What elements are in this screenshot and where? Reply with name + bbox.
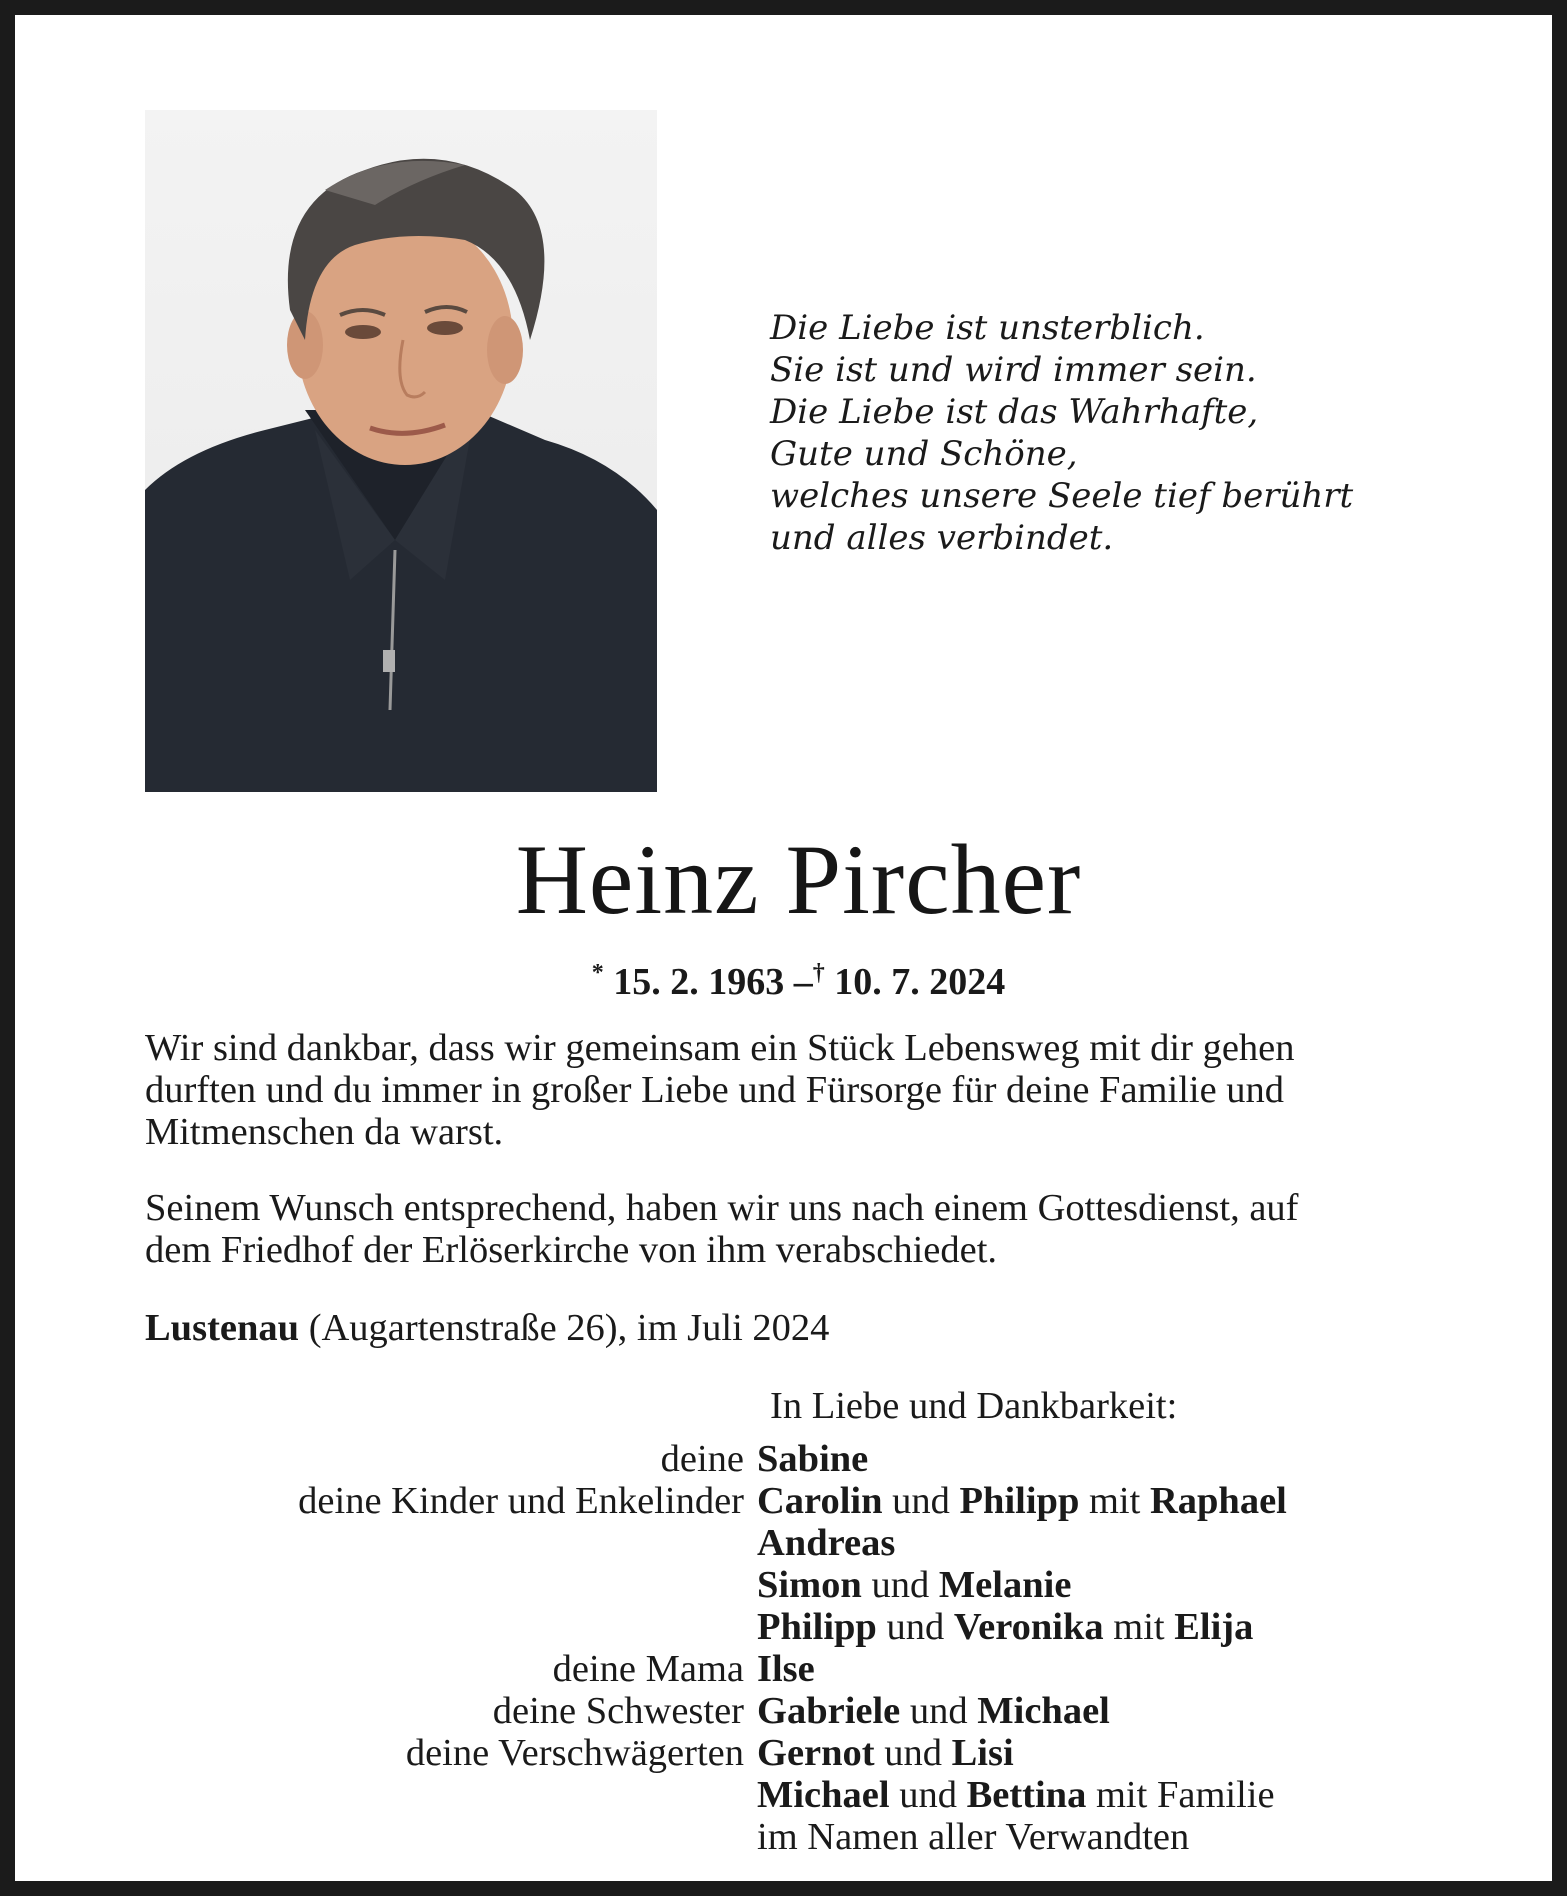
mourner-row (145, 1480, 1465, 1522)
mourner-relation (145, 1564, 757, 1606)
paragraph-line: durften und du immer in großer Liebe und Fürsorge für deine Familie und (145, 1069, 1285, 1111)
birth-date: 15. 2. 1963 (613, 961, 785, 1003)
mourner-relation: deine Kinder und Enkelinder (298, 1480, 744, 1522)
mourner-relation (145, 1606, 757, 1648)
mourner-name: Melanie (938, 1564, 1072, 1606)
mourner-row (145, 1774, 1465, 1816)
mourner-row (145, 1564, 1465, 1606)
mourner-connector: und (876, 1606, 954, 1648)
mourner-row (145, 1606, 1465, 1648)
mourner-name: Michael (977, 1690, 1110, 1732)
date-separator: – (793, 961, 813, 1003)
paragraph-line: dem Friedhof der Erlöserkirche von ihm verabschiedet. (145, 1229, 998, 1271)
mourner-name: Lisi (951, 1732, 1014, 1774)
mourner-connector: und (874, 1732, 952, 1774)
portrait-illustration (145, 110, 657, 792)
mourner-name: Ilse (757, 1648, 815, 1690)
closing-line: In Liebe und Dankbarkeit: (770, 1385, 1178, 1427)
paragraph-line: Wir sind dankbar, dass wir gemeinsam ein Stück Lebensweg mit dir gehen (145, 1027, 1295, 1069)
mourner-name: Simon (757, 1564, 862, 1606)
mourner-row (145, 1816, 1465, 1858)
mourner-relation: deine Verschwägerten (405, 1732, 744, 1774)
quote-line: Sie ist und wird immer sein. (770, 350, 1257, 390)
farewell-paragraph (145, 1187, 1465, 1271)
quote-line: Gute und Schöne, (770, 434, 1078, 474)
mourner-name: Veronika (953, 1606, 1104, 1648)
mourner-relation: deine Mama (552, 1648, 744, 1690)
mourner-relation: deine Schwester (492, 1690, 744, 1732)
mourner-connector: mit Familie (1086, 1774, 1275, 1816)
mourner-row (145, 1732, 1465, 1774)
mourner-name: Andreas (757, 1522, 896, 1564)
mourner-name: Bettina (966, 1774, 1087, 1816)
location-city: Lustenau (145, 1307, 300, 1349)
mourner-relation (145, 1816, 757, 1858)
mourner-names (757, 1480, 1465, 1522)
mourner-names (757, 1648, 1465, 1690)
memorial-quote (770, 307, 1353, 559)
mourner-connector: mit (1103, 1606, 1175, 1648)
mourner-name: Elija (1174, 1606, 1254, 1648)
mourner-names (757, 1816, 1465, 1858)
mourner-name: Raphael (1149, 1480, 1287, 1522)
mourner-name: Carolin (757, 1480, 883, 1522)
birth-symbol: * (591, 960, 604, 986)
mourner-names (757, 1438, 1465, 1480)
quote-line: Die Liebe ist das Wahrhafte, (770, 392, 1259, 432)
mourner-connector: und (900, 1690, 978, 1732)
mourner-names (757, 1522, 1465, 1564)
mourner-names (757, 1564, 1465, 1606)
location-details: (Augartenstraße 26), im Juli 2024 (299, 1307, 830, 1349)
mourner-row (145, 1438, 1465, 1480)
mourner-name: Sabine (757, 1438, 869, 1480)
paragraph-line: Seinem Wunsch entsprechend, haben wir uns nach einem Gottesdienst, auf (145, 1187, 1299, 1229)
mourner-names (757, 1690, 1465, 1732)
mourner-row (145, 1648, 1465, 1690)
quote-line: welches unsere Seele tief berührt (770, 476, 1354, 516)
mourner-connector: und (882, 1480, 960, 1522)
life-dates (15, 949, 1567, 1006)
mourner-relation (145, 1522, 757, 1564)
mourner-name: Philipp (959, 1480, 1080, 1522)
mourner-connector: und (861, 1564, 939, 1606)
mourner-connector: im Namen aller Verwandten (757, 1816, 1190, 1858)
mourner-names (757, 1732, 1465, 1774)
quote-line: und alles verbindet. (770, 518, 1114, 558)
paragraph-line: Mitmenschen da warst. (145, 1111, 504, 1153)
quote-line: Die Liebe ist unsterblich. (770, 308, 1205, 348)
mourner-relation (145, 1774, 757, 1816)
mourner-row (145, 1522, 1465, 1564)
mourner-row (145, 1690, 1465, 1732)
death-symbol: † (812, 960, 825, 986)
mourner-names (757, 1774, 1465, 1816)
mourners-list (145, 1438, 1465, 1858)
mourner-name: Gabriele (757, 1690, 901, 1732)
mourner-name: Gernot (757, 1732, 875, 1774)
mourner-relation: deine (660, 1438, 744, 1480)
mourner-names (757, 1606, 1465, 1648)
mourner-name: Philipp (757, 1606, 877, 1648)
mourner-connector: und (889, 1774, 967, 1816)
death-date: 10. 7. 2024 (834, 961, 1006, 1003)
location-line (145, 1307, 1465, 1349)
deceased-name: Heinz Pircher (515, 824, 1082, 935)
mourner-name: Michael (757, 1774, 890, 1816)
portrait-photo (145, 110, 657, 792)
gratitude-paragraph (145, 1027, 1465, 1153)
mourner-connector: mit (1079, 1480, 1150, 1522)
